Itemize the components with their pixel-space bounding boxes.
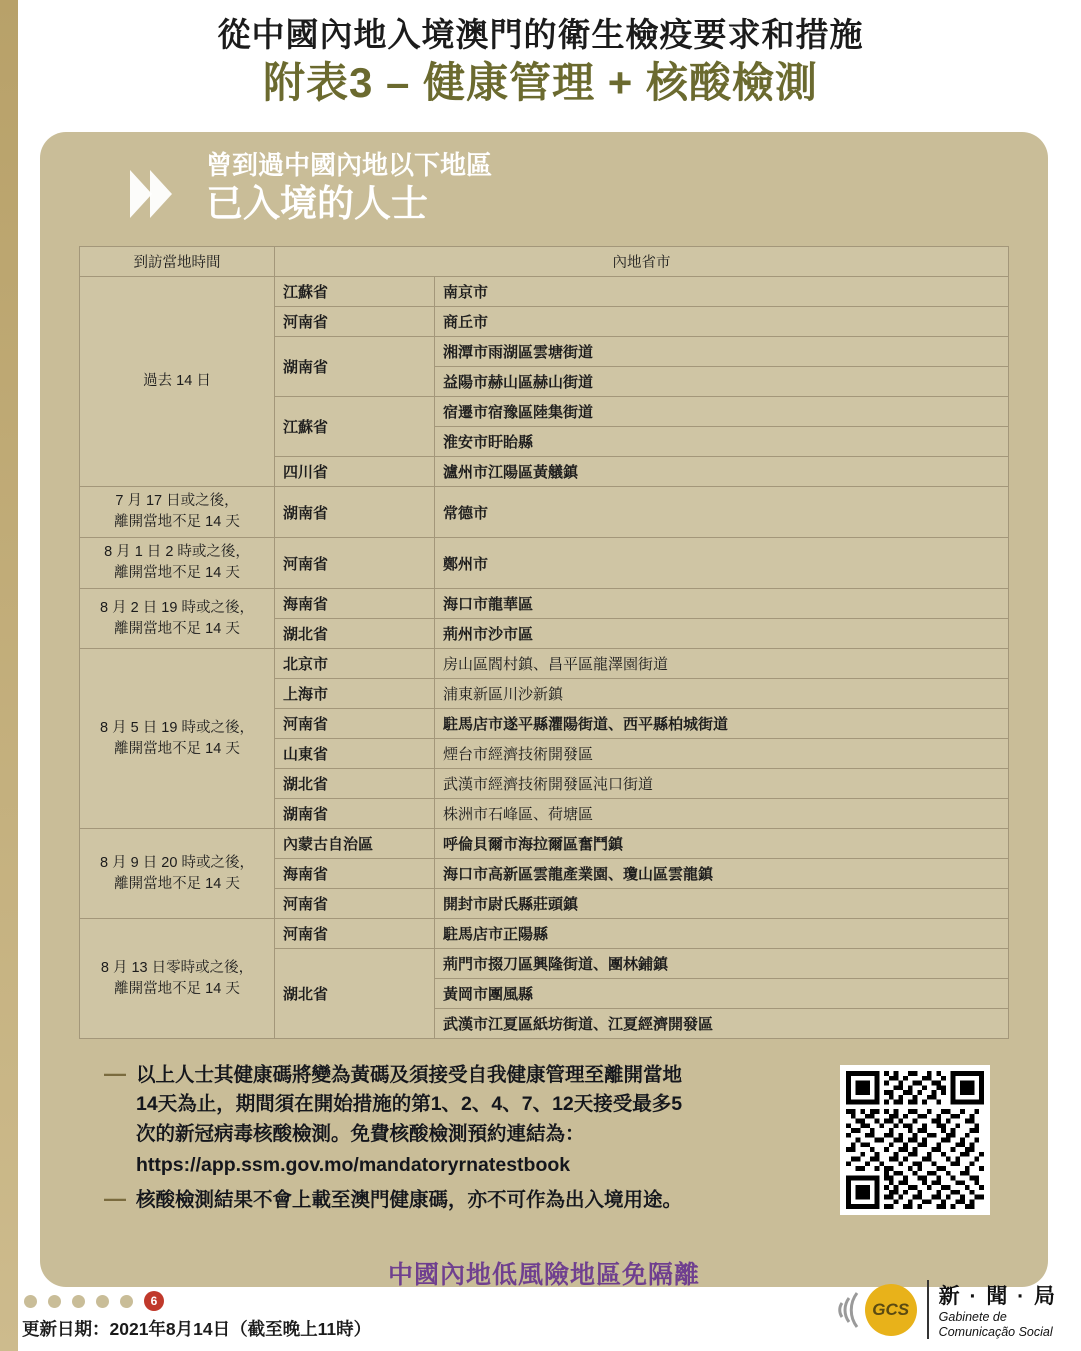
dash-bullet-icon: —	[104, 1061, 126, 1087]
cell-city: 商丘市	[435, 307, 1009, 337]
note-item	[104, 1186, 822, 1215]
cell-province: 海南省	[275, 859, 435, 889]
cell-province: 北京市	[275, 649, 435, 679]
cell-province: 河南省	[275, 889, 435, 919]
low-risk-note: 中國內地低風險地區免隔離	[387, 1261, 700, 1290]
cell-city: 鄭州市	[435, 538, 1009, 589]
table-row	[80, 538, 1009, 589]
cell-province: 四川省	[275, 457, 435, 487]
section-subtitle-1: 曾到過中國內地以下地區	[206, 150, 493, 180]
col-header-period: 到訪當地時間	[80, 247, 275, 277]
cell-city: 常德市	[435, 487, 1009, 538]
qr-code[interactable]	[840, 1065, 990, 1215]
section-subtitle-2: 已入境的人士	[206, 183, 428, 225]
cell-period: 7 月 17 日或之後， 離開當地不足 14 天	[80, 487, 275, 538]
cell-city: 荊門市掇刀區興隆街道、團林鋪鎮	[435, 949, 1009, 979]
left-accent-bar	[0, 0, 18, 1351]
section-heading	[130, 150, 1020, 232]
cell-city: 海口市高新區雲龍產業園、瓊山區雲龍鎮	[435, 859, 1009, 889]
table-row	[80, 589, 1009, 619]
cell-province: 河南省	[275, 307, 435, 337]
page-dot-current[interactable]: 6	[144, 1291, 164, 1311]
cell-period: 8 月 13 日零時或之後， 離開當地不足 14 天	[80, 919, 275, 1039]
cell-province: 湖北省	[275, 769, 435, 799]
cell-city: 株洲市石峰區、荷塘區	[435, 799, 1009, 829]
page-dot[interactable]	[96, 1295, 109, 1308]
cell-province: 江蘇省	[275, 277, 435, 307]
update-date: 更新日期：2021年8月14日（截至晚上11時）	[22, 1319, 372, 1339]
cell-period: 8 月 1 日 2 時或之後， 離開當地不足 14 天	[80, 538, 275, 589]
cell-province: 湖南省	[275, 799, 435, 829]
cell-province: 上海市	[275, 679, 435, 709]
cell-city: 駐馬店市正陽縣	[435, 919, 1009, 949]
cell-city: 呼倫貝爾市海拉爾區奮鬥鎮	[435, 829, 1009, 859]
note1-line-b: 14天為止，期間須在開始措施的第1、2、4、7、12天接受最多5	[136, 1093, 683, 1116]
page-dot[interactable]	[72, 1295, 85, 1308]
cell-province: 湖南省	[275, 487, 435, 538]
cell-province: 河南省	[275, 919, 435, 949]
table-row	[80, 649, 1009, 679]
cell-city: 荊州市沙市區	[435, 619, 1009, 649]
booking-url[interactable]: https://app.ssm.gov.mo/mandatoryrnatestbook	[136, 1153, 571, 1176]
cell-city: 湘潭市雨湖區雲塘街道	[435, 337, 1009, 367]
page-title-line1: 從中國內地入境澳門的衛生檢疫要求和措施	[217, 16, 864, 53]
content-panel	[40, 132, 1048, 1290]
cell-province: 河南省	[275, 709, 435, 739]
table-header-row	[80, 247, 1009, 277]
cell-province: 河南省	[275, 538, 435, 589]
col-header-region: 內地省市	[275, 247, 1009, 277]
page-dot[interactable]	[48, 1295, 61, 1308]
cell-province: 湖南省	[275, 337, 435, 397]
cell-province: 江蘇省	[275, 397, 435, 457]
cell-province: 湖北省	[275, 949, 435, 1039]
table-row	[80, 829, 1009, 859]
cell-city: 浦東新區川沙新鎮	[435, 679, 1009, 709]
table-row	[80, 487, 1009, 538]
cell-city: 淮安市盱眙縣	[435, 427, 1009, 457]
cell-city: 海口市龍華區	[435, 589, 1009, 619]
cell-city: 宿遷市宿豫區陸集街道	[435, 397, 1009, 427]
note-item	[104, 1061, 822, 1180]
cell-city: 益陽市赫山區赫山街道	[435, 367, 1009, 397]
note2-text: 核酸檢測結果不會上載至澳門健康碼，亦不可作為出入境用途。	[136, 1189, 683, 1212]
footer-bar	[0, 1287, 1081, 1351]
note1-line-a: 以上人士其健康碼將變為黃碼及須接受自我健康管理至離開當地	[136, 1064, 683, 1087]
page-dots	[24, 1291, 175, 1311]
cell-city: 駐馬店市遂平縣灈陽街道、西平縣柏城街道	[435, 709, 1009, 739]
double-chevron-icon	[130, 156, 200, 232]
cell-period: 8 月 2 日 19 時或之後， 離開當地不足 14 天	[80, 589, 275, 649]
logo-title-pt-1: Gabinete de	[938, 1310, 1007, 1325]
gcs-mark-text: GCS	[872, 1299, 910, 1319]
cell-city: 房山區閻村鎮、昌平區龍澤園街道	[435, 649, 1009, 679]
notes-section	[68, 1061, 1020, 1221]
cell-city: 黃岡市團風縣	[435, 979, 1009, 1009]
cell-period: 8 月 5 日 19 時或之後， 離開當地不足 14 天	[80, 649, 275, 829]
page-dot[interactable]	[24, 1295, 37, 1308]
cell-province: 海南省	[275, 589, 435, 619]
dash-bullet-icon: —	[104, 1186, 126, 1212]
table-row	[80, 277, 1009, 307]
cell-city: 開封市尉氏縣莊頭鎮	[435, 889, 1009, 919]
cell-province: 山東省	[275, 739, 435, 769]
cell-period: 過去 14 日	[80, 277, 275, 487]
page-title-line2: 附表3 – 健康管理 + 核酸檢測	[263, 59, 818, 107]
page-header	[0, 0, 1081, 116]
signal-waves-icon	[817, 1287, 863, 1333]
page-dot[interactable]	[120, 1295, 133, 1308]
gcs-mark	[865, 1284, 917, 1336]
cell-city: 南京市	[435, 277, 1009, 307]
requirements-table	[79, 246, 1009, 1039]
cell-period: 8 月 9 日 20 時或之後， 離開當地不足 14 天	[80, 829, 275, 919]
note1-line-c: 次的新冠病毒核酸檢測。免費核酸檢測預約連結為：	[136, 1122, 585, 1145]
logo-title-zh: 新 · 聞 · 局	[938, 1285, 1057, 1309]
cell-city: 瀘州市江陽區黃艤鎮	[435, 457, 1009, 487]
cell-city: 煙台市經濟技術開發區	[435, 739, 1009, 769]
cell-city: 武漢市江夏區紙坊街道、江夏經濟開發區	[435, 1009, 1009, 1039]
cell-province: 內蒙古自治區	[275, 829, 435, 859]
cell-city: 武漢市經濟技術開發區沌口街道	[435, 769, 1009, 799]
logo-title-pt-2: Comunicação Social	[938, 1324, 1053, 1339]
gcs-logo	[817, 1280, 1057, 1339]
cell-province: 湖北省	[275, 619, 435, 649]
table-row	[80, 919, 1009, 949]
